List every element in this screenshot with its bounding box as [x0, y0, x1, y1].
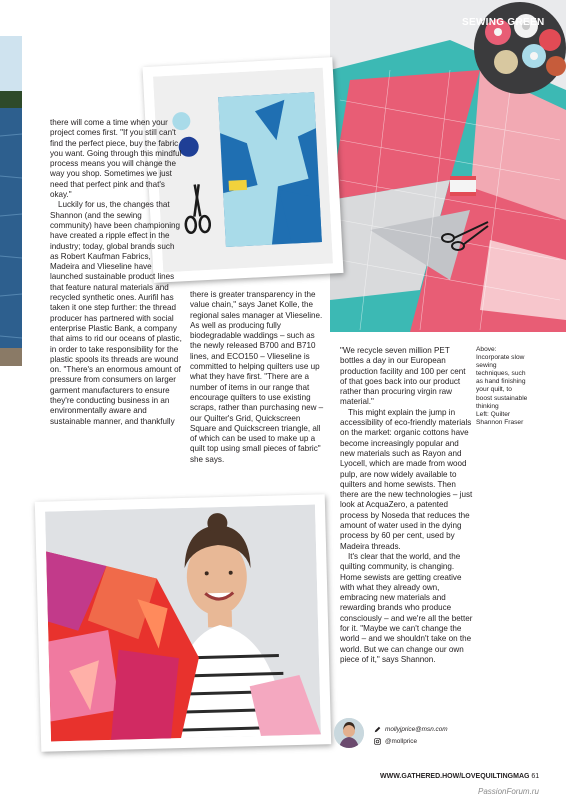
footer-url[interactable]: WWW.GATHERED.HOW/LOVEQUILTINGMAG — [380, 773, 530, 780]
caption-line: Left: Quilter — [476, 410, 511, 418]
photo-caption — [476, 346, 560, 427]
article-column-1 — [50, 118, 182, 427]
instagram-icon — [374, 738, 381, 745]
avatar — [334, 718, 364, 748]
paragraph: This might explain the jump in accessibility of eco-friendly materials on the market: organic cottons have become increasingly popular and new materials such as Rayon and Lyocell, which are made from wood pulp, are now widely available to quilters and home sewists. Then there are the new technologies – just look at AcquaZero, a patented process by Noseda that reduces the amount of water used in the dying process by 60 per cent, used by Madeira threads. — [340, 407, 473, 551]
caption-line: techniques, such — [476, 370, 526, 378]
footer — [380, 773, 539, 780]
lake-photo-strip — [0, 36, 22, 366]
author-instagram-row[interactable] — [374, 738, 417, 745]
caption-line: Incorporate slow — [476, 354, 525, 362]
caption-line: your quilt, to — [476, 386, 512, 394]
paragraph: It's clear that the world, and the quilting community, is changing. Home sewists are getting creative with what they already own, embracing new materials and rewarding brands who produce consciously – and we're all the better for it. "Maybe we can't change the world – and we shouldn't take on the world. But we can change our own piece of it," says Shannon. — [340, 551, 473, 664]
article-column-3 — [340, 346, 474, 665]
page-number: 61 — [531, 773, 540, 780]
quilt-photo — [330, 0, 566, 332]
paragraph: there is greater transparency in the value chain," says Janet Kolle, the regional sales manager at Vlieseline. As well as producing fully biodegradable waddings – such as the newly released B700 and B710 lines, and ECO150 – Vlieseline is committed to helping quilters use up what they have first. "There are a number of items in our range that encourage quilters to use existing scraps, rather than purchasing new – our Quilter's Grid, Quickscreen Square and Quickscreen triangle, all of which can be used to make up a quilt top using small pieces of fabric" she says. — [190, 290, 324, 464]
pencil-icon — [374, 726, 381, 733]
section-label: SEWING GREEN — [462, 17, 545, 28]
author-block — [334, 718, 534, 758]
author-instagram[interactable]: @mollprice — [385, 738, 418, 745]
article-column-2 — [190, 290, 324, 465]
author-email-row[interactable] — [374, 726, 448, 733]
caption-line: Shannon Fraser — [476, 418, 524, 426]
caption-line: thinking — [476, 402, 499, 410]
shannon-fraser-photo — [35, 494, 331, 752]
paragraph: Luckily for us, the changes that Shannon (and the sewing community) have been championing have created a ripple effect in the industry; today, global brands such as Robert Kaufman Fabrics, Madeira and Vlieseline have launched sustainable product lines that feature natural materials and recycled synthetic ones. Aurifil has taken it one step further: the thread producer has partnered with social enterprise Plastic Bank, a company that aims to rid our oceans of plastic, in order to take responsibility for the plastic spools its threads are wound on. "There's an enormous amount of pressure from consumers on larger garment manufacturers to ensure they're conducting business in an environmentally aware and sustainable manner, and thankfully — [50, 200, 182, 426]
caption-line: sewing — [476, 362, 497, 370]
author-email[interactable]: mollyjprice@msn.com — [385, 726, 448, 733]
paragraph: there will come a time when your project comes first. "If you still can't find the perfect piece, buy the fabric you want. Going through this mindful process means you will change the way you shop. Sometimes we just need that perfect pink and that's okay." — [50, 118, 182, 200]
caption-line: as hand finishing — [476, 378, 526, 386]
caption-line: boost sustainable — [476, 394, 528, 402]
caption-line: Above: — [476, 346, 497, 353]
paragraph: "We recycle seven million PET bottles a day in our European production facility and 100 per cent of that goes back into our product rather than procuring virgin raw material." — [340, 346, 466, 407]
watermark: PassionForum.ru — [478, 787, 539, 796]
